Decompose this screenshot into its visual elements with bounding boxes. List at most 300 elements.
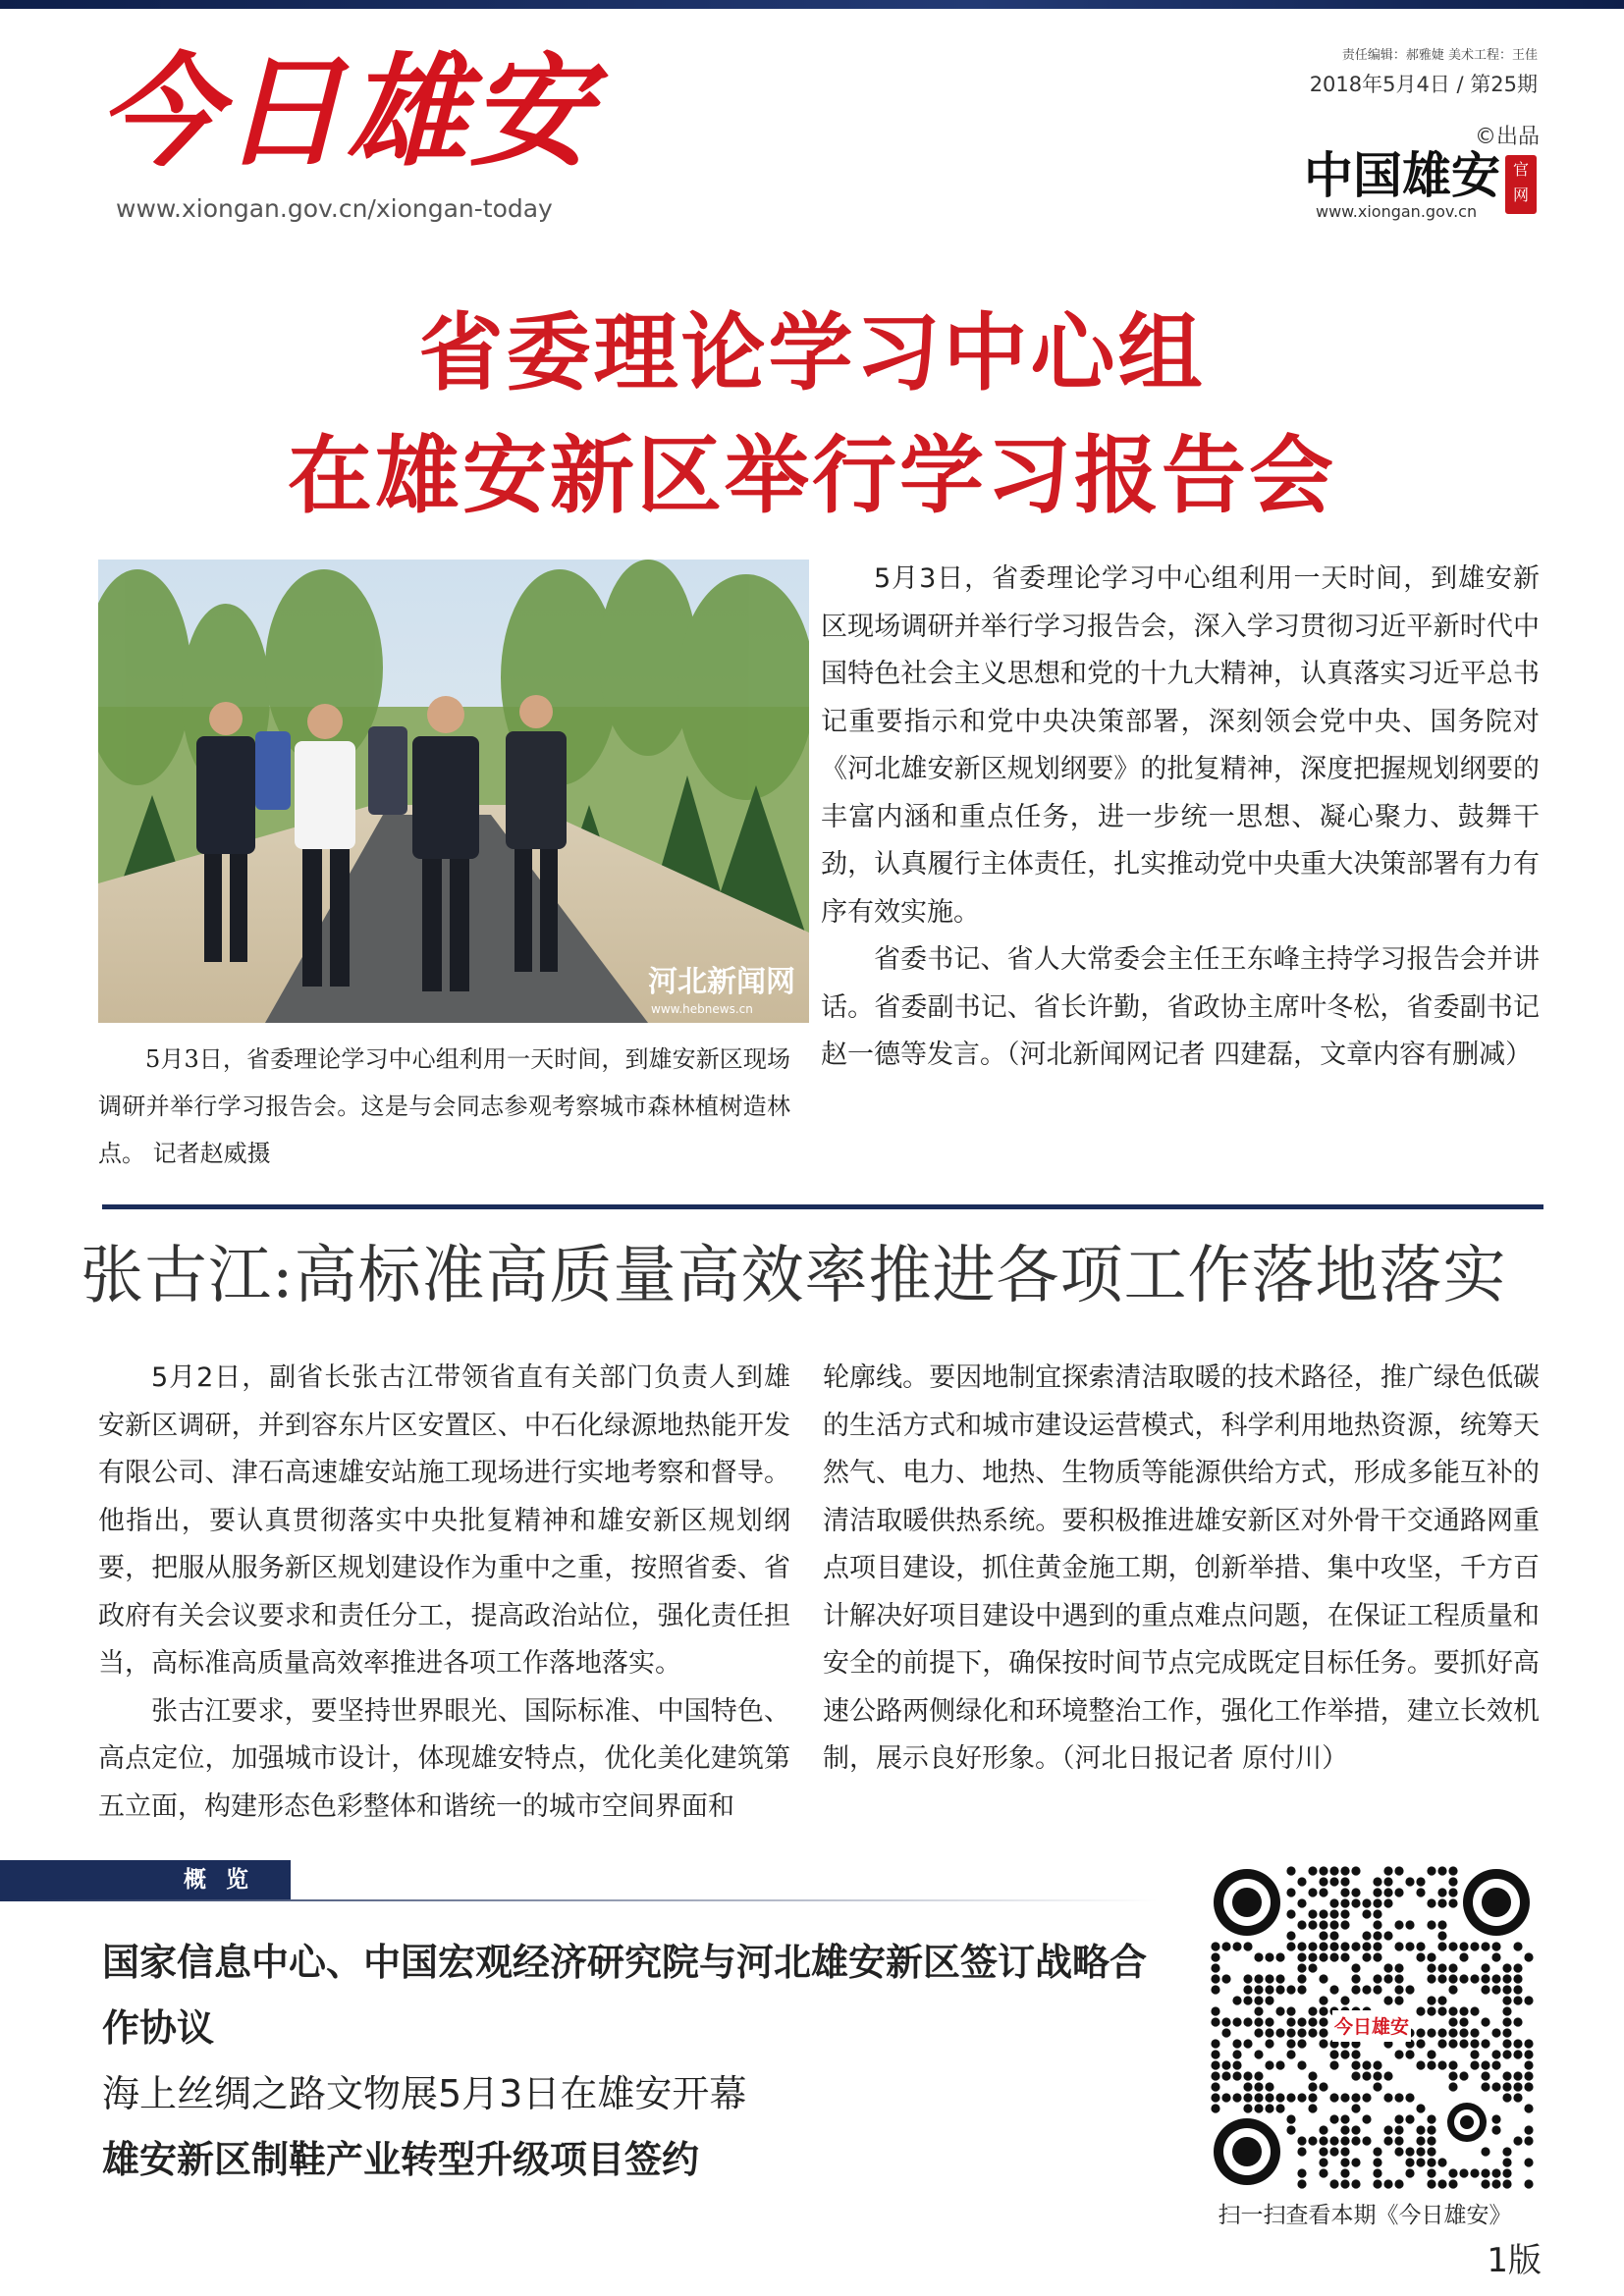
qr-module — [1265, 2039, 1273, 2048]
qr-module — [1416, 2060, 1425, 2069]
qr-module — [1319, 2006, 1327, 2015]
qr-module — [1502, 2006, 1511, 2015]
qr-module — [1373, 1888, 1381, 1896]
qr-module — [1491, 1974, 1500, 1983]
qr-module — [1254, 2006, 1263, 2015]
qr-module — [1319, 1931, 1327, 1940]
qr-module — [1491, 2050, 1500, 2058]
qr-module — [1427, 2050, 1435, 2058]
qr-module — [1448, 1974, 1457, 1983]
qr-module — [1470, 1942, 1479, 1950]
qr-module — [1416, 1952, 1425, 1961]
qr-module — [1470, 1974, 1479, 1983]
qr-module — [1448, 2168, 1457, 2177]
qr-module — [1319, 2039, 1327, 2048]
qr-module — [1416, 1888, 1425, 1896]
qr-module — [1297, 2136, 1306, 2145]
qr-module — [1351, 1963, 1360, 1972]
qr-module — [1286, 2028, 1295, 2037]
qr-module — [1383, 1996, 1392, 2004]
qr-module — [1319, 1952, 1327, 1961]
qr-module — [1481, 2071, 1489, 2080]
qr-module — [1297, 2028, 1306, 2037]
qr-module — [1351, 2125, 1360, 2134]
qr-module — [1394, 1942, 1403, 1950]
qr-module — [1297, 1963, 1306, 1972]
qr-module — [1243, 2017, 1252, 2026]
qr-module — [1524, 2179, 1533, 2188]
qr-module — [1254, 1952, 1263, 1961]
qr-code[interactable] — [1210, 1865, 1534, 2189]
qr-module — [1524, 2050, 1533, 2058]
qr-module — [1286, 2125, 1295, 2134]
qr-module — [1254, 2104, 1263, 2112]
qr-module — [1394, 2114, 1403, 2123]
qr-module — [1470, 2006, 1479, 2015]
qr-module — [1373, 2168, 1381, 2177]
qr-module — [1308, 1909, 1317, 1918]
brand-seal: 官网 — [1505, 155, 1537, 214]
qr-module — [1373, 1920, 1381, 1929]
qr-module — [1211, 1963, 1219, 1972]
qr-finder-bottom-left — [1214, 2118, 1280, 2185]
qr-module — [1416, 2039, 1425, 2048]
qr-module — [1437, 1920, 1446, 1929]
qr-module — [1405, 2147, 1414, 2156]
qr-module — [1211, 2104, 1219, 2112]
qr-module — [1232, 1942, 1241, 1950]
qr-module — [1373, 1974, 1381, 1983]
qr-module — [1308, 1888, 1317, 1896]
qr-module — [1394, 1974, 1403, 1983]
qr-module — [1481, 2039, 1489, 2048]
qr-module — [1308, 1952, 1317, 1961]
qr-module — [1211, 2060, 1219, 2069]
qr-module — [1351, 2136, 1360, 2145]
qr-module — [1491, 2060, 1500, 2069]
qr-module — [1297, 2017, 1306, 2026]
qr-module — [1481, 2060, 1489, 2069]
qr-module — [1275, 2006, 1284, 2015]
qr-module — [1459, 2028, 1468, 2037]
section-divider — [102, 1204, 1543, 1209]
qr-module — [1470, 2050, 1479, 2058]
qr-module — [1265, 1996, 1273, 2004]
editors-credit: 责任编辑：郝雅婕 美术工程：王佳 — [1341, 48, 1538, 63]
qr-module — [1524, 2136, 1533, 2145]
qr-module — [1254, 1974, 1263, 1983]
qr-module — [1340, 1888, 1349, 1896]
qr-module — [1297, 2179, 1306, 2188]
qr-module — [1383, 1866, 1392, 1875]
qr-module — [1286, 1942, 1295, 1950]
qr-module — [1470, 2060, 1479, 2069]
qr-module — [1329, 2050, 1338, 2058]
qr-module — [1221, 2093, 1230, 2102]
qr-module — [1481, 2147, 1489, 2156]
qr-module — [1340, 1866, 1349, 1875]
qr-module — [1448, 2060, 1457, 2069]
qr-module — [1221, 1942, 1230, 1950]
qr-module — [1373, 2071, 1381, 2080]
qr-module — [1243, 2104, 1252, 2112]
qr-module — [1319, 1996, 1327, 2004]
qr-module — [1394, 2147, 1403, 2156]
brand-name: 中国雄安 — [1304, 146, 1500, 204]
qr-module — [1394, 2136, 1403, 2145]
qr-module — [1340, 1898, 1349, 1907]
qr-module — [1351, 2158, 1360, 2166]
qr-module — [1297, 2039, 1306, 2048]
qr-module — [1297, 1877, 1306, 1886]
qr-module — [1243, 1942, 1252, 1950]
qr-module — [1340, 2136, 1349, 2145]
qr-module — [1383, 1931, 1392, 1940]
qr-module — [1502, 1996, 1511, 2004]
qr-module — [1448, 1866, 1457, 1875]
qr-module — [1275, 2028, 1284, 2037]
qr-module — [1437, 2179, 1446, 2188]
qr-module — [1351, 1942, 1360, 1950]
qr-module — [1383, 2125, 1392, 2134]
qr-module — [1383, 2071, 1392, 2080]
qr-module — [1286, 2039, 1295, 2048]
qr-module — [1319, 1974, 1327, 1983]
qr-module — [1254, 2028, 1263, 2037]
qr-module — [1211, 2093, 1219, 2102]
qr-module — [1502, 2039, 1511, 2048]
qr-module — [1329, 1909, 1338, 1918]
qr-module — [1275, 2104, 1284, 2112]
qr-module — [1524, 2125, 1533, 2134]
qr-module — [1351, 1974, 1360, 1983]
qr-module — [1254, 2093, 1263, 2102]
overview-item[interactable]: 国家信息中心、中国宏观经济研究院与河北雄安新区签订战略合作协议 — [102, 1941, 1148, 2050]
qr-module — [1383, 1898, 1392, 1907]
qr-module — [1362, 1952, 1371, 1961]
qr-module — [1362, 2093, 1371, 2102]
qr-module — [1297, 2060, 1306, 2069]
qr-module — [1319, 2125, 1327, 2134]
qr-module — [1243, 2039, 1252, 2048]
qr-module — [1265, 2060, 1273, 2069]
overview-header — [0, 1860, 291, 1899]
qr-module — [1232, 2071, 1241, 2080]
qr-module — [1265, 1974, 1273, 1983]
qr-module — [1319, 2168, 1327, 2177]
qr-module — [1286, 1866, 1295, 1875]
qr-module — [1275, 2093, 1284, 2102]
qr-module — [1524, 2060, 1533, 2069]
qr-module — [1427, 2179, 1435, 2188]
qr-module — [1351, 2093, 1360, 2102]
qr-module — [1437, 2006, 1446, 2015]
qr-module — [1383, 2179, 1392, 2188]
qr-module — [1416, 2125, 1425, 2134]
qr-module — [1437, 2158, 1446, 2166]
qr-module — [1437, 1974, 1446, 1983]
qr-module — [1243, 2082, 1252, 2091]
qr-module — [1297, 2147, 1306, 2156]
qr-module — [1524, 2104, 1533, 2112]
qr-module — [1416, 1877, 1425, 1886]
qr-module — [1265, 2017, 1273, 2026]
qr-module — [1373, 1898, 1381, 1907]
qr-module — [1329, 2060, 1338, 2069]
qr-module — [1362, 2136, 1371, 2145]
qr-module — [1340, 1952, 1349, 1961]
qr-module — [1286, 2050, 1295, 2058]
qr-module — [1427, 1996, 1435, 2004]
qr-module — [1362, 2071, 1371, 2080]
qr-module — [1481, 1974, 1489, 1983]
qr-module — [1286, 1909, 1295, 1918]
qr-module — [1459, 2168, 1468, 2177]
qr-module — [1405, 1877, 1414, 1886]
qr-module — [1308, 2093, 1317, 2102]
qr-module — [1416, 2104, 1425, 2112]
qr-module — [1427, 1866, 1435, 1875]
qr-module — [1405, 2050, 1414, 2058]
qr-module — [1524, 2082, 1533, 2091]
qr-module — [1491, 2028, 1500, 2037]
qr-module — [1459, 2071, 1468, 2080]
qr-module — [1254, 2071, 1263, 2080]
qr-module — [1340, 2093, 1349, 2102]
qr-module — [1427, 2125, 1435, 2134]
qr-module — [1491, 2114, 1500, 2123]
qr-module — [1373, 2158, 1381, 2166]
photo-watermark-url: www.hebnews.cn — [651, 1002, 753, 1016]
qr-module — [1265, 2028, 1273, 2037]
qr-module — [1437, 1888, 1446, 1896]
qr-module — [1297, 2093, 1306, 2102]
qr-module — [1362, 1985, 1371, 1994]
qr-module — [1308, 2017, 1317, 2026]
qr-module — [1211, 2017, 1219, 2026]
qr-module — [1394, 1985, 1403, 1994]
qr-module — [1297, 1985, 1306, 1994]
qr-code-graphic — [1210, 1865, 1534, 2189]
qr-module — [1243, 2071, 1252, 2080]
qr-module — [1308, 2136, 1317, 2145]
qr-module — [1351, 2050, 1360, 2058]
article-2-paragraph-1: 5月2日，副省长张古江带领省直有关部门负责人到雄安新区调研，并到容东片区安置区、中石化绿源地热能开发有限公司、津石高速雄安站施工现场进行实地考察和督导。他指出，要认真贯彻落实中央批复精神和雄安新区规划纲要，把服从服务新区规划建设作为重中之重，按照省委、省政府有关会议要求和责任分工，提高政治站位，强化责任担当，高标准高质量高效率推进各项工作落地落实。 — [98, 1362, 790, 1679]
qr-module — [1524, 2071, 1533, 2080]
qr-module — [1524, 2158, 1533, 2166]
qr-module — [1427, 2168, 1435, 2177]
qr-module — [1211, 1985, 1219, 1994]
brand-url[interactable]: www.xiongan.gov.cn — [1316, 202, 1478, 221]
qr-module — [1351, 2104, 1360, 2112]
qr-module — [1502, 2147, 1511, 2156]
qr-module — [1481, 2082, 1489, 2091]
qr-module — [1286, 2114, 1295, 2123]
qr-module — [1373, 1909, 1381, 1918]
qr-finder-align — [1447, 2103, 1487, 2142]
qr-module — [1297, 2168, 1306, 2177]
qr-module — [1211, 2006, 1219, 2015]
qr-module — [1459, 1942, 1468, 1950]
qr-module — [1383, 1888, 1392, 1896]
qr-module — [1405, 2158, 1414, 2166]
qr-module — [1373, 1877, 1381, 1886]
qr-module — [1427, 2158, 1435, 2166]
qr-module — [1405, 1985, 1414, 1994]
overview-item[interactable]: 雄安新区制鞋产业转型升级项目签约 — [102, 2138, 700, 2181]
qr-module — [1405, 2114, 1414, 2123]
qr-module — [1459, 2039, 1468, 2048]
qr-module — [1329, 2093, 1338, 2102]
qr-module — [1340, 1877, 1349, 1886]
qr-module — [1329, 1898, 1338, 1907]
qr-module — [1308, 2082, 1317, 2091]
qr-module — [1297, 1920, 1306, 1929]
qr-module — [1427, 2136, 1435, 2145]
qr-module — [1319, 2028, 1327, 2037]
qr-module — [1319, 2082, 1327, 2091]
qr-module — [1329, 2147, 1338, 2156]
qr-module — [1221, 2017, 1230, 2026]
qr-module — [1373, 2060, 1381, 2069]
qr-module — [1329, 2179, 1338, 2188]
qr-module — [1340, 1920, 1349, 1929]
qr-module — [1502, 2050, 1511, 2058]
qr-module — [1437, 1898, 1446, 1907]
article-2-right-column — [823, 1355, 1540, 1784]
qr-module — [1448, 1942, 1457, 1950]
overview-label: 概 览 — [183, 1867, 254, 1893]
overview-item[interactable]: 海上丝绸之路文物展5月3日在雄安开幕 — [102, 2072, 747, 2115]
qr-module — [1405, 2093, 1414, 2102]
qr-module — [1502, 2082, 1511, 2091]
qr-module — [1362, 1898, 1371, 1907]
producer-credit: ©出品 — [1474, 125, 1540, 149]
qr-module — [1427, 2147, 1435, 2156]
qr-module — [1459, 1974, 1468, 1983]
qr-module — [1513, 1942, 1522, 1950]
qr-module — [1329, 2136, 1338, 2145]
qr-module — [1254, 2050, 1263, 2058]
qr-module — [1437, 1996, 1446, 2004]
qr-module — [1211, 2071, 1219, 2080]
qr-module — [1373, 2082, 1381, 2091]
qr-module — [1297, 1898, 1306, 1907]
qr-module — [1394, 2179, 1403, 2188]
qr-module — [1448, 2039, 1457, 2048]
qr-module — [1232, 2060, 1241, 2069]
qr-module — [1340, 2179, 1349, 2188]
article-2-paragraph-2: 张古江要求，要坚持世界眼光、国际标准、中国特色、高点定位，加强城市设计，体现雄安特点，优化美化建筑第五立面，构建形态色彩整体和谐统一的城市空间界面和 — [98, 1695, 790, 1822]
qr-module — [1448, 1877, 1457, 1886]
qr-module — [1329, 1920, 1338, 1929]
qr-module — [1502, 2168, 1511, 2177]
qr-module — [1416, 2158, 1425, 2166]
qr-module — [1394, 1866, 1403, 1875]
photo-watermark: 河北新闻网 — [648, 965, 795, 999]
qr-module — [1513, 2050, 1522, 2058]
qr-module — [1297, 1974, 1306, 1983]
qr-module — [1243, 1974, 1252, 1983]
qr-module — [1491, 1952, 1500, 1961]
qr-module — [1221, 1974, 1230, 1983]
qr-module — [1308, 2071, 1317, 2080]
qr-module — [1351, 2060, 1360, 2069]
qr-module — [1232, 2050, 1241, 2058]
qr-module — [1427, 2028, 1435, 2037]
qr-module — [1351, 2179, 1360, 2188]
qr-module — [1513, 1985, 1522, 1994]
qr-module — [1351, 2071, 1360, 2080]
qr-module — [1329, 1877, 1338, 1886]
qr-module — [1340, 1942, 1349, 1950]
headline-line-2: 在雄安新区举行学习报告会 — [288, 426, 1336, 525]
qr-module — [1243, 1996, 1252, 2004]
qr-module — [1383, 1974, 1392, 1983]
article-2-left-column — [98, 1355, 790, 1831]
qr-module — [1373, 1985, 1381, 1994]
qr-module — [1470, 2039, 1479, 2048]
qr-module — [1232, 2017, 1241, 2026]
qr-module — [1308, 1942, 1317, 1950]
qr-module — [1221, 2071, 1230, 2080]
masthead-url[interactable]: www.xiongan.gov.cn/xiongan-today — [116, 194, 553, 223]
qr-module — [1437, 1963, 1446, 1972]
qr-module — [1491, 2168, 1500, 2177]
qr-module — [1513, 1974, 1522, 1983]
qr-module — [1427, 1920, 1435, 1929]
qr-module — [1340, 2147, 1349, 2156]
qr-module — [1362, 2114, 1371, 2123]
qr-module — [1286, 2093, 1295, 2102]
qr-module — [1524, 2039, 1533, 2048]
qr-module — [1427, 2114, 1435, 2123]
qr-module — [1448, 1985, 1457, 1994]
qr-module — [1405, 1920, 1414, 1929]
qr-module — [1286, 2017, 1295, 2026]
qr-module — [1394, 1920, 1403, 1929]
qr-module — [1448, 1898, 1457, 1907]
qr-module — [1319, 1866, 1327, 1875]
qr-module — [1405, 1942, 1414, 1950]
qr-module — [1211, 2082, 1219, 2091]
qr-module — [1340, 2168, 1349, 2177]
qr-module — [1362, 1909, 1371, 1918]
qr-module — [1232, 2039, 1241, 2048]
qr-module — [1319, 1877, 1327, 1886]
qr-module — [1308, 2028, 1317, 2037]
qr-module — [1491, 2082, 1500, 2091]
qr-module — [1275, 1985, 1284, 1994]
qr-module — [1351, 1898, 1360, 1907]
qr-module — [1351, 1888, 1360, 1896]
qr-module — [1308, 1963, 1317, 1972]
article-2-headline: 张古江:高标准高质量高效率推进各项工作落地落实 — [81, 1240, 1507, 1312]
qr-module — [1286, 1985, 1295, 1994]
qr-module — [1448, 1888, 1457, 1896]
qr-module — [1502, 2028, 1511, 2037]
qr-module — [1319, 2017, 1327, 2026]
qr-module — [1319, 1888, 1327, 1896]
qr-module — [1448, 2028, 1457, 2037]
qr-module — [1502, 1963, 1511, 1972]
qr-module — [1427, 1963, 1435, 1972]
qr-module — [1491, 2125, 1500, 2134]
qr-module — [1394, 2093, 1403, 2102]
qr-module — [1351, 1985, 1360, 1994]
qr-module — [1448, 2082, 1457, 2091]
qr-module — [1394, 1888, 1403, 1896]
